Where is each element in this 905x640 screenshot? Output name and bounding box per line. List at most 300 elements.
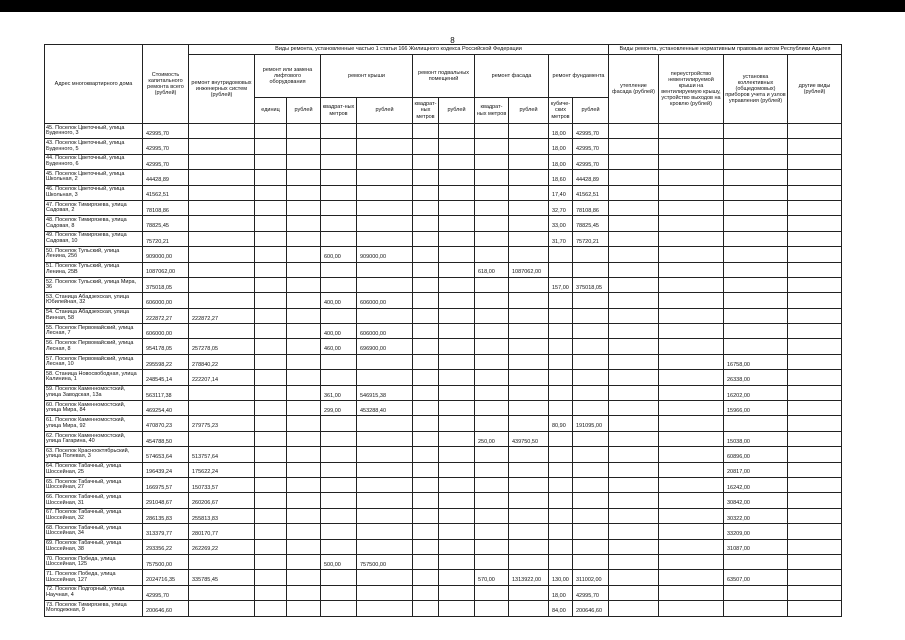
cell-roof-rubles xyxy=(357,539,413,554)
cell-facade-area xyxy=(475,385,509,400)
cell-facade-insulation xyxy=(609,477,659,492)
cell-basement-area xyxy=(413,170,439,185)
cell-roof-area xyxy=(321,354,357,369)
cell-engineering: 513757,64 xyxy=(189,447,255,462)
cell-elevator-rubles xyxy=(287,247,321,262)
cell-elevator-rubles xyxy=(287,231,321,246)
cell-foundation-volume: 18,00 xyxy=(549,124,573,139)
cell-roof-rubles xyxy=(357,601,413,616)
cell-foundation-volume xyxy=(549,462,573,477)
group-housing-code-repairs: Виды ремонта, установленные частью 1 статьи 166 Жилищного кодекса Российской Федерации xyxy=(189,45,609,55)
table-row xyxy=(45,262,842,277)
cell-roof-area xyxy=(321,431,357,446)
cell-pitched-roof xyxy=(659,370,724,385)
cell-meters xyxy=(724,124,788,139)
cell-basement-rubles xyxy=(439,493,475,508)
cell-elevator-units xyxy=(255,339,287,354)
cell-facade-rubles xyxy=(509,124,549,139)
cell-address: 47. Поселок Тимирязева, улица Садовая, 2 xyxy=(45,200,143,215)
cell-foundation-volume xyxy=(549,293,573,308)
cell-engineering: 279775,23 xyxy=(189,416,255,431)
cell-meters xyxy=(724,231,788,246)
cell-foundation-rubles xyxy=(573,431,609,446)
cell-engineering: 222872,27 xyxy=(189,308,255,323)
cell-roof-rubles xyxy=(357,585,413,600)
col-elevator: ремонт или замена лифтового оборудования xyxy=(255,55,321,98)
cell-facade-insulation xyxy=(609,431,659,446)
cell-basement-area xyxy=(413,324,439,339)
cell-total: 291048,67 xyxy=(143,493,189,508)
cell-facade-insulation xyxy=(609,539,659,554)
table-row xyxy=(45,554,842,569)
cell-engineering: 280170,77 xyxy=(189,524,255,539)
cell-facade-insulation xyxy=(609,370,659,385)
cell-elevator-units xyxy=(255,370,287,385)
cell-facade-area xyxy=(475,216,509,231)
table-row xyxy=(45,308,842,323)
cell-engineering: 260206,67 xyxy=(189,493,255,508)
cell-foundation-rubles: 311002,00 xyxy=(573,570,609,585)
cell-total: 470870,23 xyxy=(143,416,189,431)
cell-engineering xyxy=(189,154,255,169)
cell-roof-area xyxy=(321,477,357,492)
cell-facade-area xyxy=(475,524,509,539)
cell-facade-area xyxy=(475,508,509,523)
cell-pitched-roof xyxy=(659,324,724,339)
cell-elevator-rubles xyxy=(287,139,321,154)
cell-facade-insulation xyxy=(609,570,659,585)
table-row xyxy=(45,401,842,416)
cell-total: 248545,14 xyxy=(143,370,189,385)
cell-other xyxy=(788,462,842,477)
cell-other xyxy=(788,601,842,616)
cell-meters xyxy=(724,416,788,431)
cell-elevator-units xyxy=(255,508,287,523)
cell-engineering xyxy=(189,185,255,200)
cell-facade-rubles xyxy=(509,339,549,354)
cell-facade-rubles xyxy=(509,477,549,492)
table-row xyxy=(45,247,842,262)
cell-other xyxy=(788,477,842,492)
cell-total: 574653,64 xyxy=(143,447,189,462)
cell-other xyxy=(788,585,842,600)
subcol-roof-rubles: рублей xyxy=(357,98,413,124)
cell-total: 42995,70 xyxy=(143,154,189,169)
cell-pitched-roof xyxy=(659,277,724,292)
cell-roof-area xyxy=(321,262,357,277)
cell-roof-rubles xyxy=(357,170,413,185)
cell-roof-rubles xyxy=(357,185,413,200)
cell-total: 78825,45 xyxy=(143,216,189,231)
cell-foundation-rubles xyxy=(573,339,609,354)
cell-total: 606000,00 xyxy=(143,293,189,308)
cell-basement-rubles xyxy=(439,293,475,308)
cell-roof-rubles xyxy=(357,262,413,277)
cell-elevator-rubles xyxy=(287,185,321,200)
cell-foundation-rubles xyxy=(573,354,609,369)
cell-elevator-rubles xyxy=(287,354,321,369)
table-row xyxy=(45,277,842,292)
cell-meters xyxy=(724,324,788,339)
cell-foundation-volume xyxy=(549,308,573,323)
cell-elevator-units xyxy=(255,539,287,554)
cell-pitched-roof xyxy=(659,293,724,308)
cell-basement-rubles xyxy=(439,524,475,539)
cell-facade-area xyxy=(475,247,509,262)
cell-elevator-rubles xyxy=(287,401,321,416)
cell-basement-area xyxy=(413,493,439,508)
cell-meters xyxy=(724,216,788,231)
cell-roof-area xyxy=(321,585,357,600)
cell-meters: 30322,00 xyxy=(724,508,788,523)
table-row xyxy=(45,216,842,231)
cell-pitched-roof xyxy=(659,339,724,354)
cell-facade-rubles xyxy=(509,370,549,385)
cell-facade-rubles xyxy=(509,216,549,231)
cell-facade-insulation xyxy=(609,139,659,154)
cell-facade-insulation xyxy=(609,170,659,185)
cell-address: 73. Поселок Тимирязева, улица Молодежная, 9 xyxy=(45,601,143,616)
cell-other xyxy=(788,570,842,585)
cell-engineering: 262269,22 xyxy=(189,539,255,554)
cell-basement-rubles xyxy=(439,447,475,462)
cell-engineering xyxy=(189,554,255,569)
cell-address: 51. Поселок Тульский, улица Ленина, 25В xyxy=(45,262,143,277)
cell-address: 46. Поселок Цветочный, улица Школьная, 3 xyxy=(45,185,143,200)
cell-foundation-rubles: 41562,51 xyxy=(573,185,609,200)
cell-total: 2024716,35 xyxy=(143,570,189,585)
cell-total: 78108,86 xyxy=(143,200,189,215)
cell-pitched-roof xyxy=(659,185,724,200)
cell-engineering xyxy=(189,200,255,215)
cell-other xyxy=(788,277,842,292)
cell-facade-area xyxy=(475,554,509,569)
cell-basement-area xyxy=(413,293,439,308)
cell-roof-rubles xyxy=(357,370,413,385)
cell-foundation-volume: 32,70 xyxy=(549,200,573,215)
cell-basement-rubles xyxy=(439,216,475,231)
col-engineering-systems: ремонт внутридомовых инженерных систем (рублей) xyxy=(189,55,255,124)
cell-pitched-roof xyxy=(659,462,724,477)
cell-roof-area xyxy=(321,524,357,539)
cell-elevator-rubles xyxy=(287,262,321,277)
cell-basement-rubles xyxy=(439,247,475,262)
cell-foundation-rubles xyxy=(573,554,609,569)
table-row xyxy=(45,585,842,600)
cell-address: 56. Поселок Первомайский, улица Лесная, 8 xyxy=(45,339,143,354)
cell-elevator-units xyxy=(255,216,287,231)
cell-basement-rubles xyxy=(439,354,475,369)
cell-facade-area xyxy=(475,139,509,154)
cell-basement-area xyxy=(413,124,439,139)
cell-facade-insulation xyxy=(609,508,659,523)
cell-foundation-rubles xyxy=(573,477,609,492)
cell-other xyxy=(788,370,842,385)
cell-roof-area xyxy=(321,462,357,477)
cell-roof-area: 460,00 xyxy=(321,339,357,354)
table-row xyxy=(45,431,842,446)
cell-facade-insulation xyxy=(609,524,659,539)
table-row xyxy=(45,508,842,523)
col-facade: ремонт фасада xyxy=(475,55,549,98)
cell-address: 50. Поселок Тульский, улица Ленина, 25б xyxy=(45,247,143,262)
cell-other xyxy=(788,554,842,569)
cell-elevator-units xyxy=(255,293,287,308)
cell-facade-area xyxy=(475,339,509,354)
cell-roof-area xyxy=(321,154,357,169)
cell-pitched-roof xyxy=(659,585,724,600)
cell-foundation-rubles xyxy=(573,462,609,477)
cell-total: 909000,00 xyxy=(143,247,189,262)
cell-total: 75720,21 xyxy=(143,231,189,246)
cell-address: 44. Поселок Цветочный, улица Буденного, 6 xyxy=(45,154,143,169)
table-row xyxy=(45,170,842,185)
cell-roof-rubles xyxy=(357,447,413,462)
cell-roof-rubles xyxy=(357,231,413,246)
cell-basement-rubles xyxy=(439,170,475,185)
cell-address: 66. Поселок Табачный, улица Шоссейная, 31 xyxy=(45,493,143,508)
cell-basement-area xyxy=(413,431,439,446)
cell-engineering xyxy=(189,277,255,292)
cell-other xyxy=(788,231,842,246)
cell-foundation-volume xyxy=(549,401,573,416)
cell-facade-insulation xyxy=(609,447,659,462)
col-basement: ремонт подвальных помещений xyxy=(413,55,475,98)
cell-facade-rubles xyxy=(509,247,549,262)
cell-address: 54. Станица Абадзехская, улица Винная, 58 xyxy=(45,308,143,323)
cell-facade-area xyxy=(475,416,509,431)
cell-facade-rubles xyxy=(509,508,549,523)
cell-address: 52. Поселок Тульский, улица Мира, 36 xyxy=(45,277,143,292)
cell-foundation-volume: 18,60 xyxy=(549,170,573,185)
cell-basement-rubles xyxy=(439,185,475,200)
cell-pitched-roof xyxy=(659,170,724,185)
table-row xyxy=(45,200,842,215)
cell-basement-area xyxy=(413,570,439,585)
cell-roof-rubles xyxy=(357,200,413,215)
cell-foundation-volume xyxy=(549,247,573,262)
cell-meters: 20817,00 xyxy=(724,462,788,477)
cell-other xyxy=(788,293,842,308)
table-row xyxy=(45,324,842,339)
cell-facade-insulation xyxy=(609,247,659,262)
cell-facade-insulation xyxy=(609,401,659,416)
cell-elevator-rubles xyxy=(287,477,321,492)
cell-elevator-rubles xyxy=(287,508,321,523)
cell-basement-rubles xyxy=(439,339,475,354)
cell-elevator-units xyxy=(255,277,287,292)
cell-roof-area xyxy=(321,508,357,523)
cell-roof-rubles xyxy=(357,493,413,508)
table-row xyxy=(45,447,842,462)
cell-roof-rubles xyxy=(357,354,413,369)
cell-address: 58. Станица Новосвободная, улица Калинина, 1 xyxy=(45,370,143,385)
cell-elevator-rubles xyxy=(287,585,321,600)
cell-meters xyxy=(724,601,788,616)
cell-elevator-rubles xyxy=(287,447,321,462)
cell-facade-rubles xyxy=(509,139,549,154)
cell-address: 57. Поселок Первомайский, улица Лесная, 10 xyxy=(45,354,143,369)
cell-elevator-units xyxy=(255,524,287,539)
cell-engineering xyxy=(189,293,255,308)
cell-elevator-rubles xyxy=(287,493,321,508)
cell-facade-insulation xyxy=(609,185,659,200)
cell-address: 45. Поселок Цветочный, улица Буденного, 3 xyxy=(45,124,143,139)
table-row xyxy=(45,154,842,169)
cell-other xyxy=(788,185,842,200)
cell-foundation-volume: 31,70 xyxy=(549,231,573,246)
cell-roof-rubles: 909000,00 xyxy=(357,247,413,262)
cell-facade-rubles xyxy=(509,200,549,215)
cell-facade-rubles xyxy=(509,462,549,477)
cell-meters xyxy=(724,185,788,200)
cell-elevator-units xyxy=(255,308,287,323)
cell-basement-rubles xyxy=(439,370,475,385)
cell-other xyxy=(788,431,842,446)
cell-roof-rubles: 546915,38 xyxy=(357,385,413,400)
cell-total: 375018,05 xyxy=(143,277,189,292)
cell-elevator-units xyxy=(255,447,287,462)
cell-other xyxy=(788,401,842,416)
cell-pitched-roof xyxy=(659,524,724,539)
table-row xyxy=(45,339,842,354)
subcol-roof-area: квадрат-ных метров xyxy=(321,98,357,124)
cell-pitched-roof xyxy=(659,262,724,277)
cell-facade-insulation xyxy=(609,601,659,616)
cell-meters: 60896,00 xyxy=(724,447,788,462)
cell-basement-area xyxy=(413,185,439,200)
table-row xyxy=(45,354,842,369)
cell-elevator-units xyxy=(255,385,287,400)
cell-basement-area xyxy=(413,401,439,416)
cell-foundation-volume xyxy=(549,554,573,569)
cell-facade-rubles: 439750,50 xyxy=(509,431,549,446)
cell-engineering xyxy=(189,601,255,616)
cell-pitched-roof xyxy=(659,493,724,508)
cell-foundation-rubles xyxy=(573,293,609,308)
cell-facade-insulation xyxy=(609,200,659,215)
cell-meters xyxy=(724,339,788,354)
cell-engineering xyxy=(189,585,255,600)
cell-foundation-volume xyxy=(549,493,573,508)
cell-roof-rubles: 453288,40 xyxy=(357,401,413,416)
cell-facade-area xyxy=(475,601,509,616)
cell-facade-area xyxy=(475,354,509,369)
cell-meters: 15038,00 xyxy=(724,431,788,446)
subcol-basement-rubles: рублей xyxy=(439,98,475,124)
cell-other xyxy=(788,170,842,185)
cell-other xyxy=(788,262,842,277)
cell-total: 196439,24 xyxy=(143,462,189,477)
cell-basement-area xyxy=(413,524,439,539)
cell-basement-rubles xyxy=(439,508,475,523)
cell-roof-rubles: 606000,00 xyxy=(357,293,413,308)
cell-roof-rubles xyxy=(357,431,413,446)
cell-elevator-rubles xyxy=(287,554,321,569)
cell-roof-rubles xyxy=(357,308,413,323)
cell-foundation-volume xyxy=(549,385,573,400)
cell-total: 1087062,00 xyxy=(143,262,189,277)
cell-total: 954178,05 xyxy=(143,339,189,354)
subcol-facade-area: квадрат-ных метров xyxy=(475,98,509,124)
cell-engineering: 255813,83 xyxy=(189,508,255,523)
cell-basement-area xyxy=(413,277,439,292)
cell-meters: 16758,00 xyxy=(724,354,788,369)
cell-foundation-rubles: 200646,60 xyxy=(573,601,609,616)
cell-elevator-units xyxy=(255,200,287,215)
cell-foundation-volume: 33,00 xyxy=(549,216,573,231)
table-row xyxy=(45,231,842,246)
cell-basement-area xyxy=(413,154,439,169)
cell-total: 42995,70 xyxy=(143,139,189,154)
cell-roof-area xyxy=(321,170,357,185)
cell-basement-rubles xyxy=(439,124,475,139)
cell-pitched-roof xyxy=(659,477,724,492)
cell-basement-rubles xyxy=(439,308,475,323)
cell-other xyxy=(788,247,842,262)
cell-total: 757500,00 xyxy=(143,554,189,569)
cell-roof-area xyxy=(321,493,357,508)
cell-other xyxy=(788,354,842,369)
cell-meters xyxy=(724,170,788,185)
cell-elevator-rubles xyxy=(287,200,321,215)
col-pitched-roof: переустройство невентилируемой крыши на вентилируемую крышу, устройство выходов на кровлю (рублей) xyxy=(659,55,724,124)
cell-roof-rubles xyxy=(357,124,413,139)
cell-engineering xyxy=(189,231,255,246)
cell-roof-rubles xyxy=(357,508,413,523)
cell-basement-rubles xyxy=(439,585,475,600)
cell-basement-area xyxy=(413,231,439,246)
cell-basement-rubles xyxy=(439,477,475,492)
cell-elevator-units xyxy=(255,462,287,477)
cell-elevator-rubles xyxy=(287,170,321,185)
cell-elevator-rubles xyxy=(287,154,321,169)
cell-pitched-roof xyxy=(659,539,724,554)
cell-total: 42995,70 xyxy=(143,585,189,600)
cell-foundation-rubles xyxy=(573,539,609,554)
cell-pitched-roof xyxy=(659,554,724,569)
cell-elevator-rubles xyxy=(287,216,321,231)
cell-foundation-rubles xyxy=(573,262,609,277)
cell-facade-insulation xyxy=(609,493,659,508)
cell-roof-area xyxy=(321,139,357,154)
cell-facade-insulation xyxy=(609,462,659,477)
cell-facade-area xyxy=(475,154,509,169)
cell-meters xyxy=(724,277,788,292)
cell-facade-rubles xyxy=(509,585,549,600)
cell-address: 72. Поселок Подгорный, улица Научная, 4 xyxy=(45,585,143,600)
cell-foundation-rubles xyxy=(573,308,609,323)
cell-roof-rubles xyxy=(357,477,413,492)
cell-roof-area xyxy=(321,124,357,139)
cell-other xyxy=(788,154,842,169)
cell-basement-area xyxy=(413,370,439,385)
cell-roof-area xyxy=(321,416,357,431)
cell-elevator-units xyxy=(255,185,287,200)
cell-foundation-volume xyxy=(549,447,573,462)
cell-total: 200646,60 xyxy=(143,601,189,616)
col-foundation: ремонт фундамента xyxy=(549,55,609,98)
table-row xyxy=(45,185,842,200)
cell-meters xyxy=(724,262,788,277)
cell-engineering xyxy=(189,216,255,231)
cell-meters: 30842,00 xyxy=(724,493,788,508)
cell-meters: 15966,00 xyxy=(724,401,788,416)
cell-facade-area xyxy=(475,170,509,185)
cell-elevator-units xyxy=(255,493,287,508)
cell-meters: 16202,00 xyxy=(724,385,788,400)
table-header xyxy=(45,45,842,124)
